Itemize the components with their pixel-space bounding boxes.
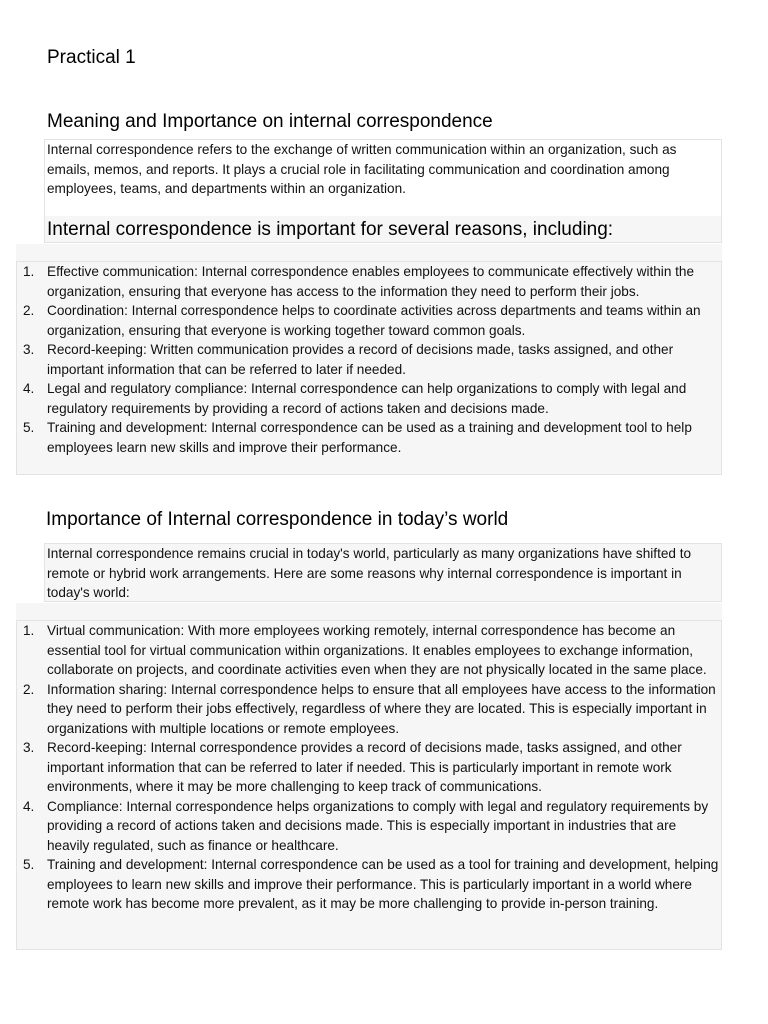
- list-item-text: Record-keeping: Written communication provides a record of decisions made, tasks assigned, and other important information that can be referred to later if needed.: [47, 342, 674, 377]
- section2-list-gap-shade: [16, 603, 722, 621]
- list-item-number: 4.: [23, 381, 35, 396]
- list-item-text: Information sharing: Internal correspondence helps to ensure that all employees have access to the information they need to perform their jobs effectively, regardless of where they are located. This is especially important in organizations with multiple locations or remote employees.: [47, 681, 716, 736]
- document-title: Practical 1: [47, 47, 136, 68]
- section2-heading: Importance of Internal correspondence in today’s world: [46, 509, 509, 530]
- list-item-text: Compliance: Internal correspondence helps organizations to comply with legal and regulatory requirements by providing a record of actions taken and decisions made. This is especially important in industries that are heavily regulated, such as finance or healthcare.: [47, 798, 709, 853]
- list-item: [17, 621, 721, 680]
- section1-list-gap-shade: [16, 244, 722, 262]
- list-item-text: Training and development: Internal correspondence can be used as a training and development tool to help employees learn new skills and improve their performance.: [47, 420, 692, 455]
- list-item: [17, 379, 721, 418]
- section1-heading: Meaning and Importance on internal correspondence: [47, 111, 493, 132]
- list-item: [17, 855, 721, 914]
- section1-subheading: Internal correspondence is important for several reasons, including:: [47, 219, 614, 240]
- list-item: [17, 738, 721, 797]
- list-item-number: 3.: [23, 740, 35, 755]
- section1-paragraph: Internal correspondence refers to the exchange of written communication within an organization, such as emails, memos, and reports. It plays a crucial role in facilitating communication and coordination among employees, teams, and departments within an organization.: [47, 142, 677, 196]
- list-item-number: 2.: [23, 303, 35, 318]
- list-item: [17, 301, 721, 340]
- list-item: [17, 262, 721, 301]
- list-item-text: Training and development: Internal correspondence can be used as a tool for training and development, helping employees to learn new skills and improve their performance. This is particularly important in a world where remote work has become more prevalent, as it may be more challenging to provide in-person training.: [47, 857, 719, 911]
- list-item: [17, 797, 721, 856]
- list-item-number: 3.: [23, 342, 35, 357]
- section2-list: [17, 621, 721, 914]
- list-item-text: Record-keeping: Internal correspondence provides a record of decisions made, tasks assigned, and other important information that can be referred to later if needed. This is particularly important in remote work environments, where it may be more challenging to keep track of communications.: [47, 740, 682, 794]
- list-item-number: 5.: [23, 420, 35, 435]
- list-item: [17, 418, 721, 457]
- list-item-number: 1.: [23, 264, 35, 279]
- list-item-number: 1.: [23, 623, 35, 638]
- list-item-text: Virtual communication: With more employees working remotely, internal correspondence has become an essential tool for virtual communication within organizations. It enables employees to exchange information, collaborate on projects, and coordinate activities even when they are not physically located in the same place.: [47, 623, 707, 677]
- section2-paragraph: Internal correspondence remains crucial in today's world, particularly as many organizations have shifted to remote or hybrid work arrangements. Here are some reasons why internal correspondence is important in today's world:: [47, 546, 692, 600]
- list-item: [17, 340, 721, 379]
- list-item: [17, 680, 721, 739]
- list-item-number: 2.: [23, 681, 35, 697]
- list-item-text: Effective communication: Internal correspondence enables employees to communicate effectively within the organization, ensuring that everyone has access to the information they need to perform their jobs.: [47, 264, 695, 299]
- section1-list: [17, 262, 721, 457]
- list-item-number: 5.: [23, 857, 35, 872]
- list-item-text: Legal and regulatory compliance: Internal correspondence can help organizations to comply with legal and regulatory requirements by providing a record of actions taken and decisions made.: [47, 381, 687, 416]
- list-item-text: Coordination: Internal correspondence helps to coordinate activities across departments and teams within an organization, ensuring that everyone is working together toward common goals.: [47, 303, 701, 338]
- list-item-number: 4.: [23, 798, 35, 814]
